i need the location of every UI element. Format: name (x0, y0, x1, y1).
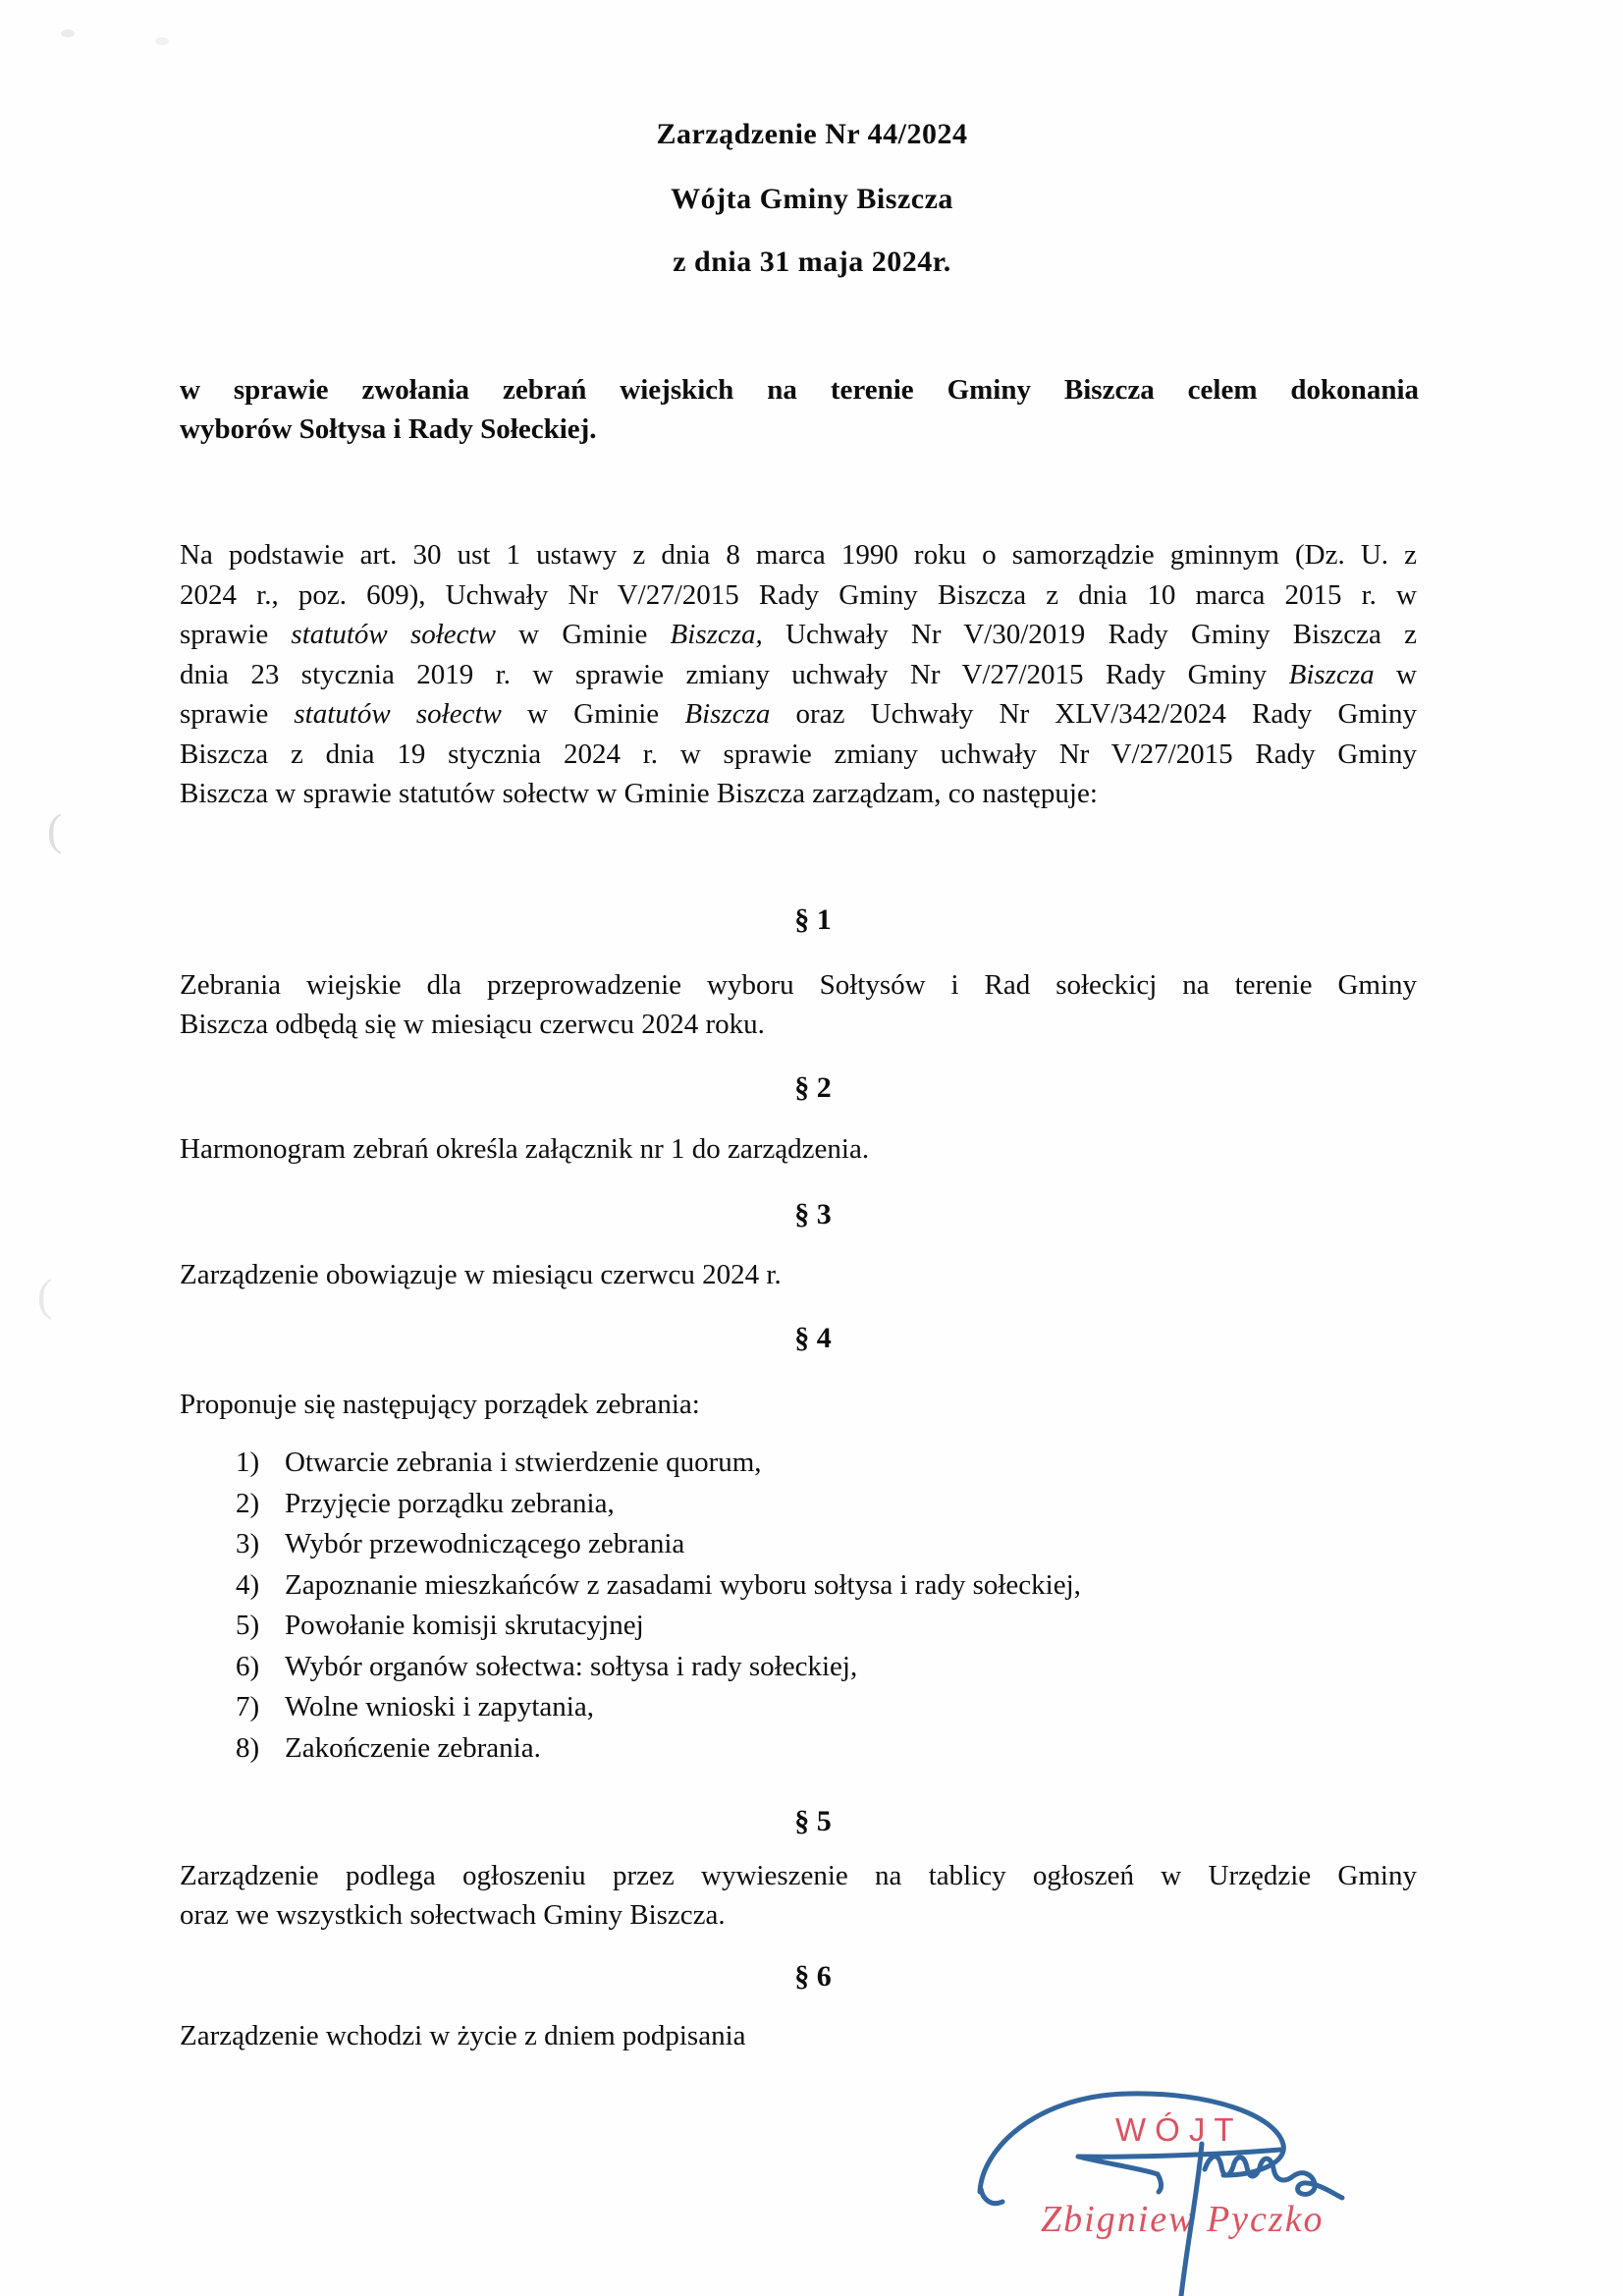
agenda-item-number: 6) (236, 1650, 260, 1682)
agenda-item (180, 1484, 1456, 1525)
agenda-item-text: Otwarcie zebrania i stwierdzenie quorum, (285, 1447, 762, 1478)
agenda-item-number: 4) (236, 1568, 260, 1601)
section-6-header: § 6 (794, 1960, 832, 1993)
scan-smudge (61, 29, 75, 37)
agenda-item-number: 5) (236, 1610, 260, 1641)
section-5-text (180, 1856, 1417, 1935)
text-line: Biszcza w sprawie statutów sołectw w Gminie Biszcza zarządzam, co następuje: (180, 778, 1098, 809)
text-line: Harmonogram zebrań określa załącznik nr 1 do zarządzenia. (180, 1133, 870, 1165)
agenda-item-text: Wybór przewodniczącego zebrania (285, 1528, 685, 1559)
agenda-item-text: Zapoznanie mieszkańców z zasadami wyboru sołtysa i rady sołeckiej, (285, 1568, 1081, 1601)
signature-squiggle-stroke (1205, 2157, 1342, 2198)
agenda-item-number: 7) (236, 1691, 260, 1722)
section-4-intro (180, 1385, 1417, 1424)
agenda-item-number: 2) (236, 1487, 260, 1519)
section-2-text (180, 1129, 1417, 1169)
agenda-item-number: 3) (236, 1528, 260, 1559)
agenda-item (180, 1687, 1456, 1728)
section-4-header: § 4 (794, 1322, 832, 1354)
scan-artifact-paren: ( (47, 804, 63, 854)
section-3-header: § 3 (794, 1198, 832, 1230)
text-line: Zarządzenie podlega ogłoszeniu przez wywieszenie na tablicy ogłoszeń w Urzędzie Gminy (180, 1860, 1417, 1891)
text-line: sprawie statutów sołectw w Gminie Biszcza oraz Uchwały Nr XLV/342/2024 Rady Gminy (180, 698, 1417, 730)
section-6-text (180, 2016, 1417, 2055)
agenda-item-text: Zakończenie zebrania. (285, 1731, 541, 1764)
text-line: Proponuje się następujący porządek zebrania: (180, 1389, 700, 1420)
text-line: Zarządzenie wchodzi w życie z dniem podpisania (180, 2020, 746, 2051)
text-line: w sprawie zwołania zebrań wiejskich na terenie Gminy Biszcza celem dokonania (180, 374, 1419, 406)
agenda-item (180, 1606, 1456, 1647)
legal-basis-paragraph (180, 535, 1417, 814)
agenda-item-text: Powołanie komisji skrutacyjnej (285, 1610, 644, 1641)
signature-ink (933, 2052, 1404, 2296)
text-line: Zebrania wiejskie dla przeprowadzenie wyboru Sołtysów i Rad sołeckicj na terenie Gminy (180, 969, 1417, 1001)
agenda-item-number: 1) (236, 1447, 260, 1478)
agenda-item (180, 1443, 1456, 1484)
agenda-item (180, 1524, 1456, 1565)
agenda-item (180, 1647, 1456, 1688)
document-title-line-3: z dnia 31 maja 2024r. (673, 246, 951, 278)
scan-artifact-paren: ( (37, 1270, 53, 1320)
document-title-line-2: Wójta Gminy Biszcza (671, 183, 953, 215)
section-1-header: § 1 (794, 903, 832, 936)
document-title-line-1: Zarządzenie Nr 44/2024 (656, 118, 968, 150)
section-2-header: § 2 (794, 1071, 832, 1104)
agenda-item-text: Wolne wnioski i zapytania, (285, 1691, 594, 1722)
signature-block (933, 2052, 1404, 2296)
text-line: sprawie statutów sołectw w Gminie Biszcza, Uchwały Nr V/30/2019 Rady Gminy Biszcza z (180, 619, 1417, 650)
text-line: dnia 23 stycznia 2019 r. w sprawie zmiany uchwały Nr V/27/2015 Rady Gminy Biszcza w (180, 658, 1417, 690)
text-line: wyborów Sołtysa i Rady Sołeckiej. (180, 413, 597, 445)
section-1-text (180, 965, 1417, 1044)
agenda-item-text: Wybór organów sołectwa: sołtysa i rady sołeckiej, (285, 1650, 858, 1682)
agenda-list (180, 1443, 1456, 1769)
scan-smudge (155, 37, 169, 45)
section-5-header: § 5 (794, 1805, 832, 1837)
text-line: Biszcza odbędą się w miesiącu czerwcu 2024 roku. (180, 1009, 765, 1040)
stamp-name: Zbigniew Pyczko (1041, 2199, 1325, 2240)
signature-vertical-stroke (1181, 2144, 1202, 2296)
text-line: Zarządzenie obowiązuje w miesiącu czerwcu 2024 r. (180, 1259, 782, 1290)
text-line: 2024 r., poz. 609), Uchwały Nr V/27/2015 Rady Gminy Biszcza z dnia 10 marca 2015 r. w (180, 578, 1417, 611)
agenda-item-text: Przyjęcie porządku zebrania, (285, 1487, 615, 1519)
signature-left-hook-stroke (981, 2189, 1002, 2204)
stamp-title: WÓJT (1115, 2111, 1243, 2148)
agenda-item-number: 8) (236, 1731, 260, 1764)
agenda-item (180, 1565, 1456, 1607)
text-line: Na podstawie art. 30 ust 1 ustawy z dnia 8 marca 1990 roku o samorządzie gminnym (Dz. U. z (180, 539, 1417, 571)
text-line: Biszcza z dnia 19 stycznia 2024 r. w sprawie zmiany uchwały Nr V/27/2015 Rady Gminy (180, 738, 1417, 770)
section-3-text (180, 1255, 1417, 1294)
document-subject (180, 370, 1419, 449)
agenda-item (180, 1728, 1456, 1770)
signature-ellipse-stroke (980, 2094, 1283, 2192)
text-line: oraz we wszystkich sołectwach Gminy Biszcza. (180, 1899, 726, 1931)
